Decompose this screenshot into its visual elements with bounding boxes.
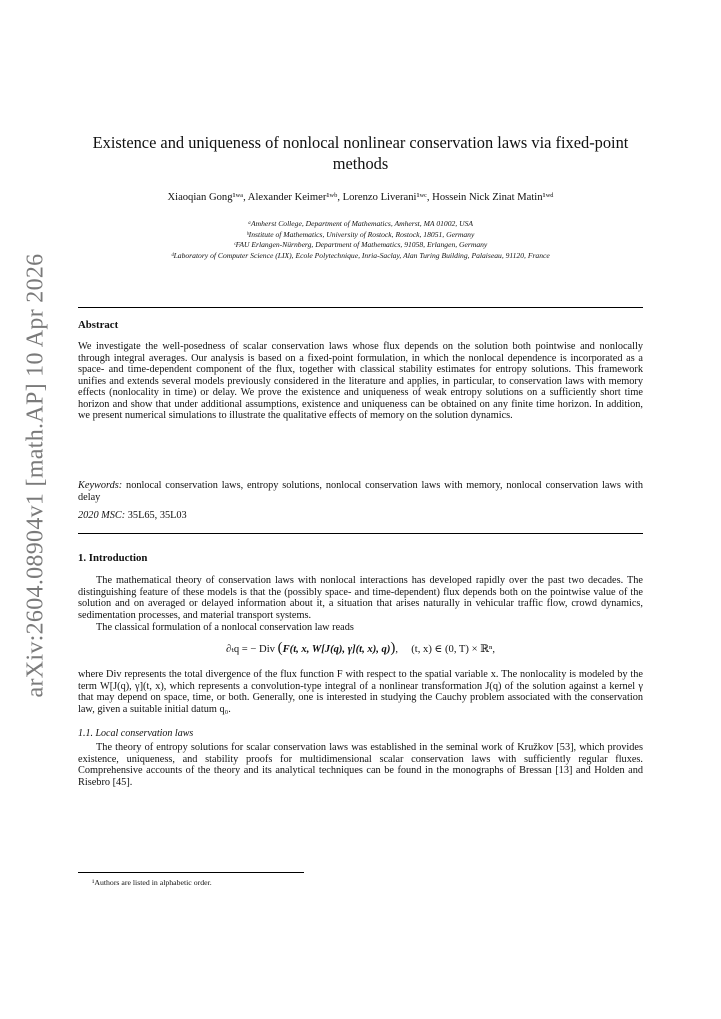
- keywords-text: nonlocal conservation laws, entropy solutions, nonlocal conservation laws with memory, nonlocal conservation laws with delay: [78, 480, 643, 503]
- intro-paragraph-2: The classical formulation of a nonlocal conservation law reads: [96, 622, 354, 633]
- author-list: Xiaoqian Gong¹ʷᵃ, Alexander Keimer¹ʷᵇ, Lorenzo Liverani¹ʷᶜ, Hossein Nick Zinat Matin¹ʷᵈ: [167, 192, 554, 203]
- equation-domain: (t, x) ∈ (0, T) × ℝⁿ,: [411, 644, 495, 655]
- affiliation-d: ᵈLaboratory of Computer Science (LIX), Ecole Polytechnique, Inria-Saclay, Alan Turing Building, Palaiseau, 91120, France: [171, 250, 550, 260]
- affiliations: [70, 219, 651, 261]
- affiliation-a: ᵃAmherst College, Department of Mathematics, Amherst, MA 01002, USA: [247, 219, 474, 228]
- msc-line: [78, 510, 643, 522]
- affiliation-c: ᶜFAU Erlangen-Nürnberg, Department of Mathematics, 91058, Erlangen, Germany: [233, 240, 488, 249]
- keywords-label: Keywords:: [78, 480, 123, 491]
- equation-body: F(t, x, W[J(q), γ](t, x), q): [282, 644, 391, 655]
- arxiv-side-stamp: [18, 253, 54, 697]
- intro-paragraph-1: The mathematical theory of conservation laws with nonlocal interactions has developed rapidly over the past two decades. The distinguishing feature of these models is that the (possibly space- and time-dependent) flux depends both on the pointwise value of the solution and on averaged or delayed information about it, a situation that arises naturally in vehicular traffic flow, crowd dynamics, sedimentation processes, and material transport systems.: [78, 575, 643, 621]
- paper-title: Existence and uniqueness of nonlocal nonlinear conservation laws via fixed-point methods: [92, 133, 629, 173]
- arxiv-identifier: arXiv:2604.08904v1 [math.AP] 10 Apr 2026: [22, 253, 49, 697]
- abstract-bottom-rule: [78, 533, 643, 534]
- msc-codes: 35L65, 35L03: [127, 510, 187, 521]
- footnote-rule: [78, 872, 304, 873]
- keywords-line: [78, 480, 643, 503]
- abstract-top-rule: [78, 307, 643, 308]
- subsection-heading: 1.1. Local conservation laws: [78, 728, 194, 739]
- subsection-text: The theory of entropy solutions for scalar conservation laws was established in the seminal work of Kružkov [53], which provides existence, uniqueness, and stability proofs for multidimensional scalar conservation laws with sufficiently regular fluxes. Comprehensive accounts of the theory and its analytical techniques can be found in the monographs of Bressan [13] and Holden and Risebro [45].: [78, 742, 643, 788]
- intro-heading: 1. Introduction: [78, 552, 148, 564]
- abstract-heading: Abstract: [78, 319, 119, 331]
- abstract-text: We investigate the well-posedness of scalar conservation laws whose flux depends on the solution both pointwise and nonlocally through integral averages. Our analysis is based on a fixed-point formulation, in which the nonlocal dependence is incorporated as a space- and time-dependent component of the flux, together with classical stability estimates for entropy solutions. This framework unifies and extends several models previously considered in the literature and applies, in particular, to conservation laws with memory effects (nonlocality in time) or delay. We prove the existence and uniqueness of weak entropy solutions on a sufficiently short time horizon and show that under additional assumptions, existence and uniqueness can be obtained on any finite time horizon. In addition, we present numerical simulations to illustrate the qualitative effects of memory on the solution dynamics.: [78, 341, 643, 421]
- equation-lhs: ∂ₜq = − Div: [226, 644, 275, 655]
- footnote: ¹Authors are listed in alphabetic order.: [92, 878, 212, 887]
- flux-equation: ∂ₜq = − Div (F(t, x, W[J(q), γ](t, x), q)), (t, x) ∈ (0, T) × ℝⁿ,: [226, 640, 495, 656]
- intro-paragraph-3: where Div represents the total divergence of the flux function F with respect to the spatial variable x. The nonlocality is modeled by the term W[J(q), γ](t, x), which represents a convolution-type integral of a nonlinear transformation J(q) of the solution against a kernel γ that may depend on space, time, or both. Generally, one is interested in studying the Cauchy problem associated with the conservation law, given a suitable initial datum q₀.: [78, 669, 643, 715]
- msc-label: 2020 MSC:: [78, 510, 126, 521]
- affiliation-b: ᵇInstitute of Mathematics, University of Rostock, Rostock, 18051, Germany: [246, 229, 475, 239]
